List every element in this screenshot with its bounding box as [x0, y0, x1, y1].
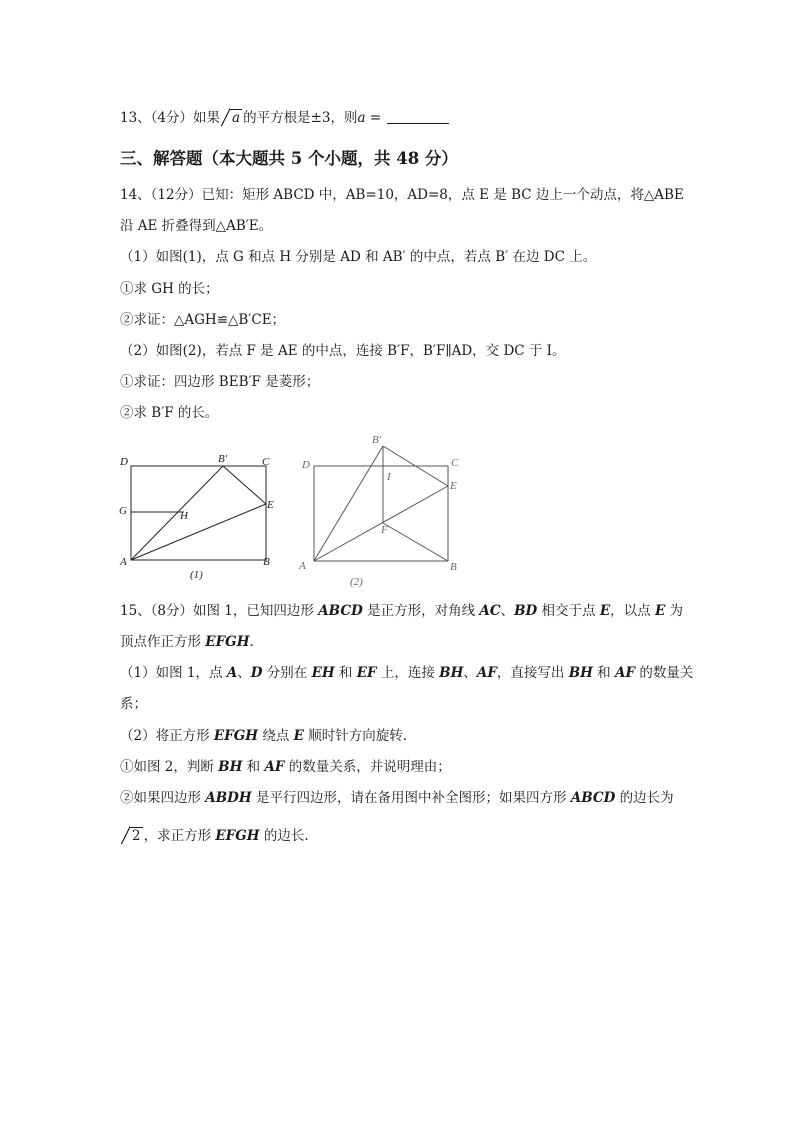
q14-line-6: （2）如图(2)，若点 F 是 AE 的中点，连接 B′F，B′F∥AD，交 DC 于 I。	[120, 343, 566, 359]
q15-text: 上，连接	[376, 665, 440, 681]
fig1-label-h: H	[180, 510, 188, 522]
q15-text: （1）如图 1，点	[120, 665, 227, 681]
sqrt-2-radicand: 2	[132, 828, 141, 844]
fig1-label-c: C	[262, 456, 270, 468]
q15-line-2	[120, 632, 254, 652]
q15-text: ，求正方形	[143, 828, 216, 844]
q15-text: 和	[592, 665, 615, 681]
q15-text: 的数量关	[635, 665, 694, 681]
q15-math-efgh: EFGH	[213, 728, 259, 744]
q15-math-af: AF	[614, 665, 636, 681]
q15-math-ac: AC	[479, 603, 501, 619]
fig1-segment-b-prime-e	[223, 466, 266, 504]
sqrt-a-radicand: a	[232, 110, 241, 126]
fig2-label-e: E	[450, 480, 457, 492]
fig1-label-a: A	[120, 556, 127, 568]
q15-math-eh: EH	[311, 665, 335, 681]
q15-math-a: A	[226, 665, 238, 681]
q15-text: ，以点	[610, 603, 655, 619]
fig2-caption: (2)	[350, 576, 363, 588]
q15-text: 的数量关系，并说明理由；	[284, 759, 451, 775]
q15-text: .	[249, 634, 254, 650]
fig2-label-b-prime: B′	[372, 434, 382, 446]
q15-math-bd: BD	[514, 603, 538, 619]
q15-text: 的边长.	[259, 828, 309, 844]
q14-line-7: ①求证：四边形 BEB′F 是菱形；	[120, 374, 320, 390]
q15-text: （2）将正方形	[120, 728, 214, 744]
q15-text: ，直接写出	[496, 665, 569, 681]
q15-text: 分别在	[262, 665, 312, 681]
q15-line-7	[120, 788, 674, 808]
fig1-segment-ab-prime	[131, 466, 223, 560]
q15-math-d: D	[250, 665, 263, 681]
q15-math-efgh: EFGH	[215, 828, 260, 844]
q15-line-6	[120, 757, 451, 777]
q14-line-5: ②求证：△AGH≌△B′CE；	[120, 312, 286, 328]
fig1-label-g: G	[119, 505, 127, 517]
q15-text: 、	[500, 603, 515, 619]
q15-math-e: E	[654, 603, 666, 619]
q15-math-e: E	[599, 603, 611, 619]
q15-text: 、	[237, 665, 251, 681]
q15-text: 顶点作正方形	[120, 634, 206, 650]
q15-line-3	[120, 663, 693, 683]
figure-2	[296, 430, 472, 590]
answer-blank	[387, 109, 449, 124]
q15-math-bh: BH	[218, 759, 243, 775]
q15-math-af: AF	[476, 665, 497, 681]
q15-text: ①如图 2，判断	[120, 759, 219, 775]
q15-text: 和	[334, 665, 357, 681]
q14-line-1: 14、（12分）已知：矩形 ABCD 中，AB=10，AD=8，点 E 是 BC 边上一个动点，将△ABE	[120, 187, 684, 203]
q14-line-2: 沿 AE 折叠得到△AB′E。	[120, 218, 273, 234]
q15-math-ef: EF	[356, 665, 377, 681]
q15-text: 相交于点	[537, 603, 600, 619]
q15-text: 和	[242, 759, 265, 775]
fig2-label-d: D	[302, 459, 310, 471]
q13-pre: 13、（4分）如果	[120, 110, 221, 126]
fig2-label-b: B	[450, 561, 457, 573]
q14-line-4: ①求 GH 的长；	[120, 281, 219, 297]
question-13	[120, 108, 449, 128]
fig1-label-d: D	[120, 456, 128, 468]
fig2-label-c: C	[451, 457, 459, 469]
q15-math-efgh: EFGH	[205, 634, 250, 650]
q15-math-bh: BH	[439, 665, 464, 681]
figure-1	[112, 448, 292, 583]
q15-line-8	[120, 826, 309, 846]
fig2-label-i: I	[387, 471, 391, 483]
q15-text: ②如果四边形	[120, 790, 206, 806]
q15-math-abcd: ABCD	[570, 790, 616, 806]
q13-eq: =	[365, 110, 386, 126]
sqrt-a	[221, 108, 242, 128]
fig2-label-f: F	[381, 524, 388, 536]
q15-math-bh: BH	[568, 665, 593, 681]
q15-line-5	[120, 726, 407, 746]
fig1-caption: (1)	[190, 569, 203, 581]
q14-line-3: （1）如图(1)，点 G 和点 H 分别是 AD 和 AB′ 的中点，若点 B′ 在边 DC 上。	[120, 249, 597, 265]
sqrt-2	[121, 826, 143, 846]
q14-line-8: ②求 B′F 的长。	[120, 405, 219, 421]
q15-math-abcd: ABCD	[318, 603, 363, 619]
q15-math-abdh: ABDH	[205, 790, 252, 806]
q15-text: 是正方形，对角线	[362, 603, 480, 619]
fig2-rectangle	[314, 466, 448, 561]
q15-text: 、	[463, 665, 477, 681]
q15-text: 顺时针方向旋转.	[303, 728, 408, 744]
section-3-heading: 三、解答题（本大题共 5 个小题，共 48 分）	[120, 149, 458, 168]
q15-line-4: 系；	[120, 696, 147, 712]
fig1-rectangle	[131, 466, 266, 560]
fig2-label-a: A	[299, 560, 306, 572]
q15-text: 是平行四边形，请在备用图中补全图形；如果四方形	[251, 790, 571, 806]
q15-math-e: E	[293, 728, 304, 744]
fig2-segment-ab-prime	[314, 446, 383, 561]
q15-math-af: AF	[264, 759, 285, 775]
q15-text: 15、（8分）如图 1，已知四边形	[120, 603, 319, 619]
q13-post: 的平方根是±3，则	[243, 110, 358, 126]
fig1-label-e: E	[267, 499, 274, 511]
q15-line-1	[120, 601, 683, 621]
fig1-label-b: B	[263, 556, 270, 568]
q13-var: a	[357, 110, 366, 126]
q15-text: 为	[665, 603, 684, 619]
q15-text: 绕点	[258, 728, 294, 744]
q15-text: 的边长为	[615, 790, 674, 806]
fig2-segment-fb	[383, 523, 448, 561]
fig1-label-b-prime: B′	[218, 453, 228, 465]
